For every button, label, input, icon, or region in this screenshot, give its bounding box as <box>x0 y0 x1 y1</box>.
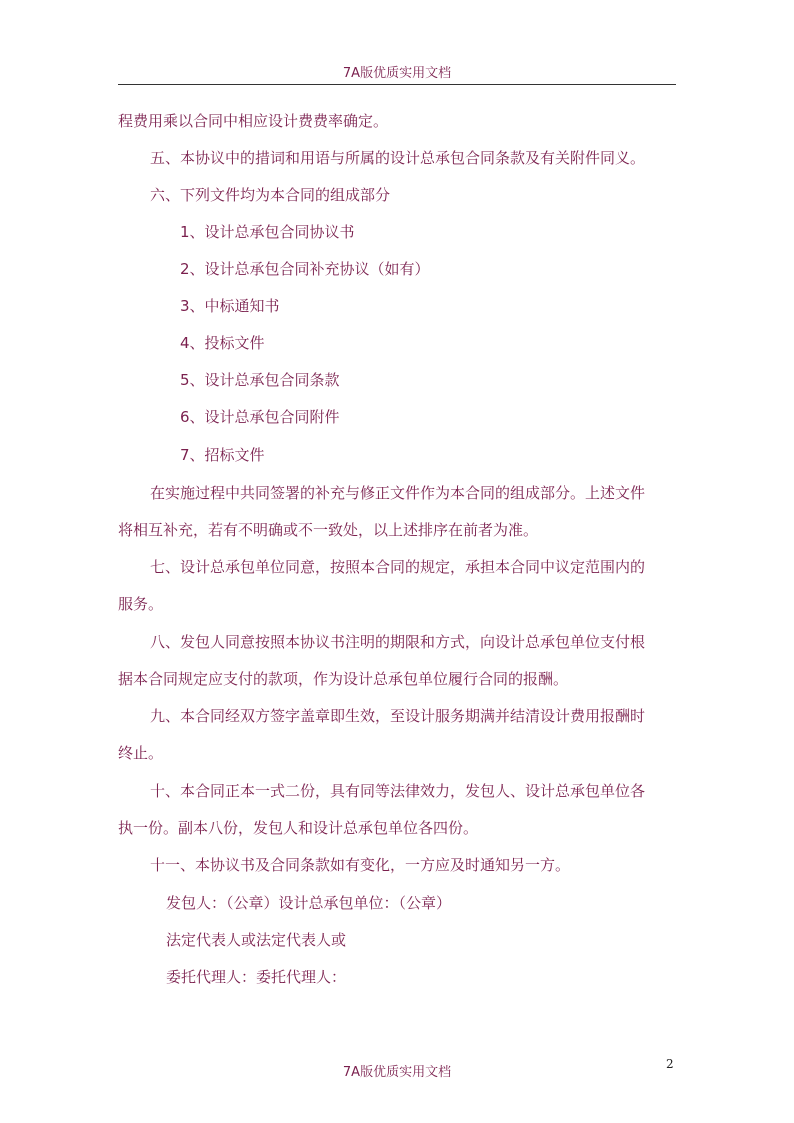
page-footer: 7A版优质实用文档 <box>342 1065 452 1080</box>
paragraph-line: 服务。 <box>118 595 164 613</box>
paragraph-line: 执一份。副本八份，发包人和设计总承包单位各四份。 <box>118 819 479 837</box>
signature-line: 发包人：（公章）设计总承包单位：（公章） <box>166 894 452 912</box>
paragraph-line: 在实施过程中共同签署的补充与修正文件作为本合同的组成部分。上述文件 <box>150 484 646 502</box>
signature-line: 委托代理人：委托代理人： <box>166 968 347 986</box>
list-item: 4、投标文件 <box>180 334 265 352</box>
paragraph-line: 十一、本协议书及合同条款如有变化，一方应及时通知另一方。 <box>150 856 571 874</box>
paragraph-line: 程费用乘以合同中相应设计费费率确定。 <box>118 112 389 130</box>
paragraph-line: 九、本合同经双方签字盖章即生效，至设计服务期满并结清设计费用报酬时 <box>150 707 646 725</box>
list-item: 5、设计总承包合同条款 <box>180 371 340 389</box>
page-number: 2 <box>666 1057 674 1071</box>
paragraph-line: 八、发包人同意按照本协议书注明的期限和方式，向设计总承包单位支付根 <box>150 633 646 651</box>
list-item: 7、招标文件 <box>180 446 265 464</box>
list-item: 6、设计总承包合同附件 <box>180 408 340 426</box>
list-item: 2、设计总承包合同补充协议（如有） <box>180 260 430 278</box>
paragraph-line: 将相互补充，若有不明确或不一致处，以上述排序在前者为准。 <box>118 521 539 539</box>
list-item: 1、设计总承包合同协议书 <box>180 223 355 241</box>
list-item: 3、中标通知书 <box>180 297 280 315</box>
paragraph-line: 六、下列文件均为本合同的组成部分 <box>150 186 391 204</box>
header-rule <box>118 84 676 85</box>
paragraph-line: 据本合同规定应支付的款项，作为设计总承包单位履行合同的报酬。 <box>118 670 569 688</box>
paragraph-line: 十、本合同正本一式二份，具有同等法律效力，发包人、设计总承包单位各 <box>150 782 646 800</box>
paragraph-line: 终止。 <box>118 744 164 762</box>
paragraph-line: 七、设计总承包单位同意，按照本合同的规定，承担本合同中议定范围内的 <box>150 558 646 576</box>
page-header: 7A版优质实用文档 <box>342 66 452 81</box>
paragraph-line: 五、本协议中的措词和用语与所属的设计总承包合同条款及有关附件同义。 <box>150 149 646 167</box>
signature-line: 法定代表人或法定代表人或 <box>166 931 347 949</box>
